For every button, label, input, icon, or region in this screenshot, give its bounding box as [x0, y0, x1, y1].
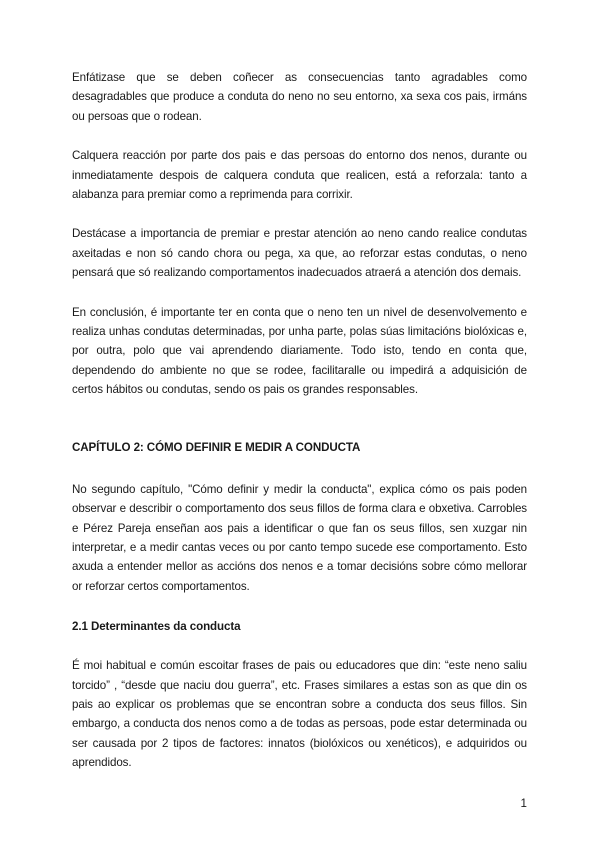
- paragraph-reactions: Calquera reacción por parte dos pais e das persoas do entorno dos nenos, durante ou inmediatamente despois de calquera conduta que realicen, está a reforzala: tanto a alabanza para premiar como a reprimenda para corrixir.: [72, 149, 527, 202]
- paragraph-conclusion: En conclusión, é importante ter en conta que o neno ten un nivel de desenvolvemento e realiza unhas condutas determinadas, por unha parte, polas súas limitacións biolóxicas e, por outra, polo que vai aprendendo diariamente. Todo isto, tendo en conta que, dependendo do ambiente no que se rodee, facilitaralle ou impedirá a adquisición de certos hábitos ou condutas, sendo os pais os grandes responsables.: [72, 305, 527, 397]
- page-content: [72, 68, 527, 793]
- chapter-heading: CAPÍTULO 2: CÓMO DEFINIR E MEDIR A CONDUCTA: [72, 440, 361, 454]
- paragraph-chapter-intro: No segundo capítulo, "Cómo definir y medir la conducta", explica cómo os pais poden observar e describir o comportamento dos seus fillos de forma clara e obxetiva. Carrobles e Pérez Pareja enseñan aos pais a identificar o que fan os seus fillos, sen xuzgar nin interpretar, e a medir cantas veces ou por canto tempo sucede ese comportamento. Esto axuda a entender mellor as accións dos nenos e a tomar decisións sobre cómo mellorar or reforzar certos comportamentos.: [72, 482, 527, 593]
- paragraph-reward-attention: Destácase a importancia de premiar e prestar atención ao neno cando realice condutas axeitadas e non só cando chora ou pega, xa que, ao reforzar estas condutas, o neno pensará que só realizando comportamentos inadecuados atraerá a atención dos demais.: [72, 227, 527, 280]
- paragraph-consequences: Enfátizase que se deben coñecer as consecuencias tanto agradables como desagradables que produce a conduta do neno no seu entorno, xa sexa cos pais, irmáns ou persoas que o rodean.: [72, 71, 527, 123]
- section-heading: 2.1 Determinantes da conducta: [72, 620, 241, 634]
- paragraph-determinants: É moi habitual e común escoitar frases de pais ou educadores que din: “este neno saliu torcido” , “desde que naciu dou guerra”, etc. Frases similares a estas son as que din os pais ao explicar os problemas que se encontran sobre a conducta dos seus fillos. Sin embargo, a conducta dos nenos como a de todas as persoas, pode estar determinada ou ser causada por 2 tipos de factores: innatos (biolóxicos ou xenéticos), e adquiridos ou aprendidos.: [72, 659, 527, 770]
- page-number: 1: [520, 797, 527, 810]
